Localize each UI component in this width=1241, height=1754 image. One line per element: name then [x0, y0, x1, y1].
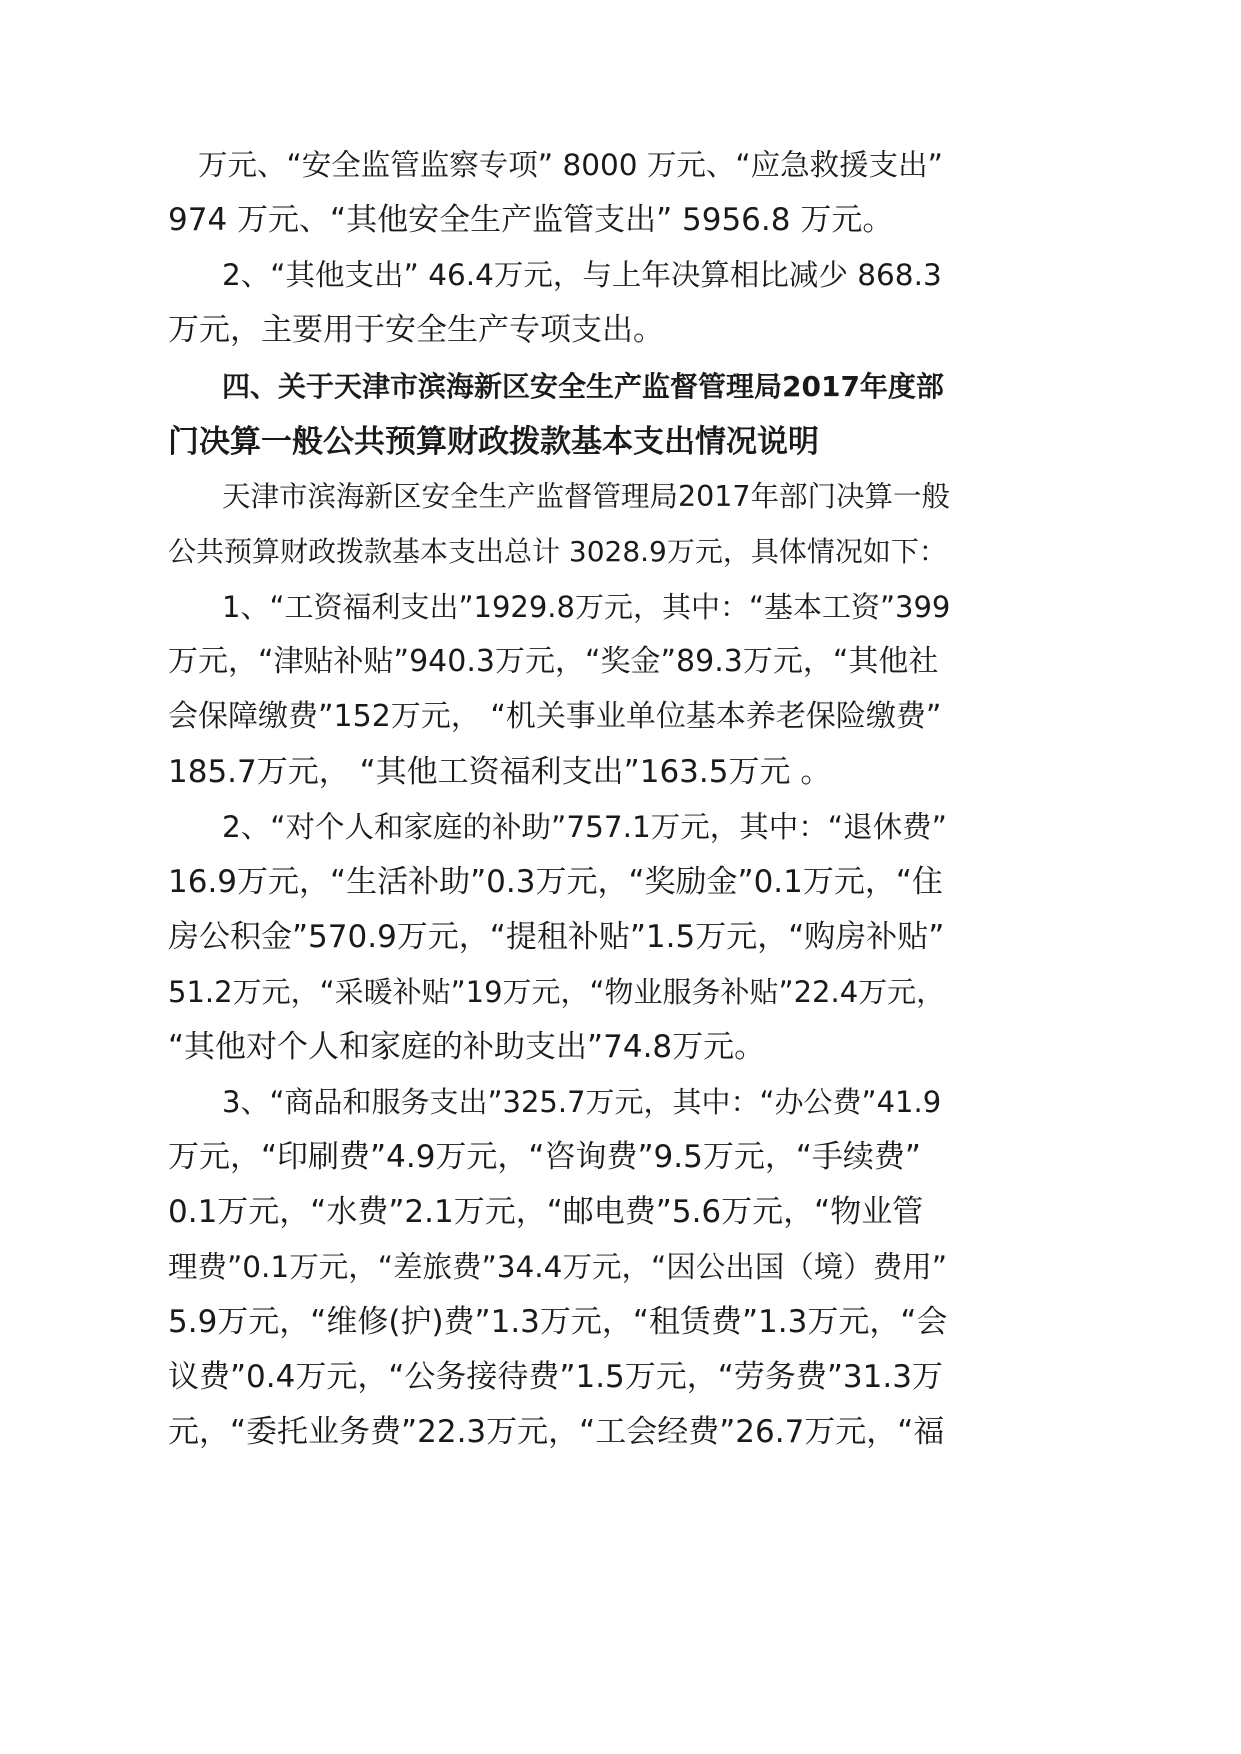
- text-line: 会保障缴费”152万元， “机关事业单位基本养老保险缴费”: [168, 699, 942, 734]
- text-line: 万元、“安全监管监察专项” 8000 万元、“应急救援支出”: [198, 148, 943, 182]
- text-line: 公共预算财政拨款基本支出总计 3028.9万元，具体情况如下：: [168, 535, 947, 568]
- text-line: 5.9万元，“维修(护)费”1.3万元，“租赁费”1.3万元，“会: [168, 1304, 948, 1340]
- text-line: “其他对个人和家庭的补助支出”74.8万元。: [168, 1029, 766, 1065]
- text-line: 3、“商品和服务支出”325.7万元，其中：“办公费”41.9: [222, 1085, 942, 1119]
- text-line: 1、“工资福利支出”1929.8万元，其中：“基本工资”399: [222, 590, 951, 624]
- text-line: 天津市滨海新区安全生产监督管理局2017年部门决算一般: [222, 480, 951, 513]
- text-line: 185.7万元， “其他工资福利支出”163.5万元 。: [168, 754, 832, 790]
- text-line: 974 万元、“其他安全生产监管支出” 5956.8 万元。: [168, 202, 894, 238]
- text-line: 元，“委托业务费”22.3万元，“工会经费”26.7万元，“福: [168, 1414, 945, 1450]
- section-heading: 门决算一般公共预算财政拨款基本支出情况说明: [168, 424, 819, 460]
- text-line: 万元，主要用于安全生产专项支出。: [168, 312, 664, 348]
- text-line: 万元，“津贴补贴”940.3万元，“奖金”89.3万元，“其他社: [168, 644, 939, 679]
- text-line: 万元，“印刷费”4.9万元，“咨询费”9.5万元，“手续费”: [168, 1139, 921, 1175]
- text-line: 议费”0.4万元，“公务接待费”1.5万元，“劳务费”31.3万: [168, 1359, 943, 1395]
- text-line: 51.2万元，“采暖补贴”19万元，“物业服务补贴”22.4万元，: [168, 975, 946, 1009]
- text-line: 0.1万元，“水费”2.1万元，“邮电费”5.6万元，“物业管: [168, 1194, 924, 1230]
- text-line: 2、“对个人和家庭的补助”757.1万元，其中：“退休费”: [222, 810, 947, 844]
- section-heading: 四、关于天津市滨海新区安全生产监督管理局2017年度部: [222, 370, 944, 403]
- text-line: 2、“其他支出” 46.4万元，与上年决算相比减少 868.3: [222, 258, 942, 292]
- text-line: 16.9万元，“生活补助”0.3万元，“奖励金”0.1万元，“住: [168, 864, 943, 900]
- text-line: 理费”0.1万元，“差旅费”34.4万元，“因公出国（境）费用”: [168, 1250, 948, 1284]
- text-line: 房公积金”570.9万元，“提租补贴”1.5万元，“购房补贴”: [168, 919, 945, 955]
